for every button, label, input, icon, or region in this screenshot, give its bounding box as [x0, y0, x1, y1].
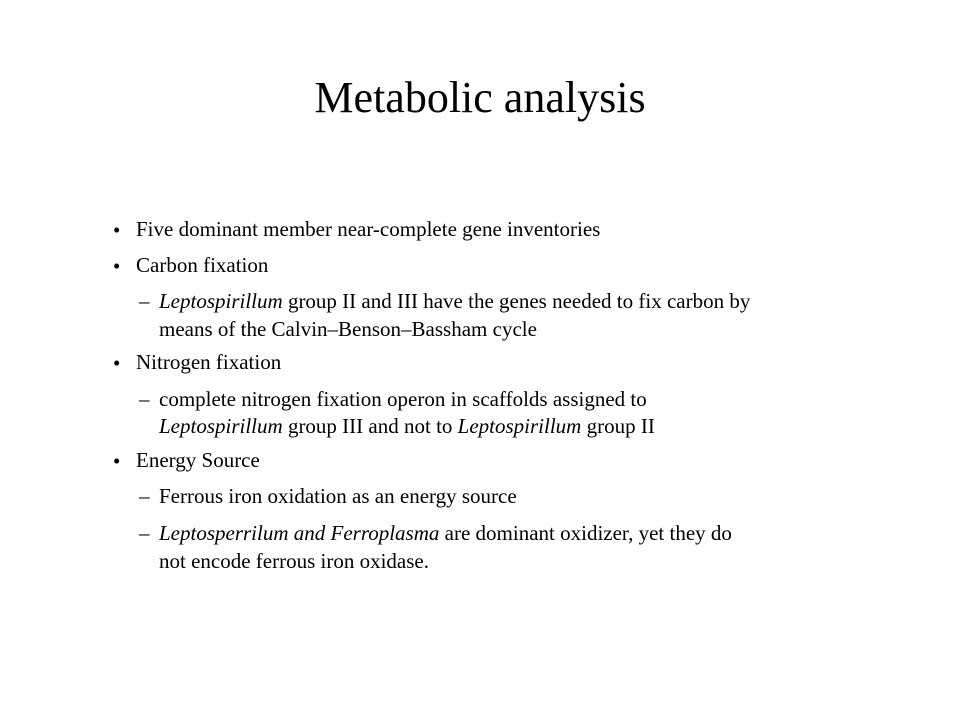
sub-bullet-dash: – — [139, 289, 150, 313]
bullet-text-nitrogen-fixation: Nitrogen fixation — [136, 350, 282, 374]
bullet-marker: • — [113, 449, 121, 473]
organism-name: Leptospirillum — [159, 289, 283, 313]
bullet-marker: • — [113, 351, 121, 375]
slide-title: Metabolic analysis — [314, 73, 646, 122]
bullet-marker: • — [113, 218, 121, 242]
sub-bullet-nitrogen-line1: complete nitrogen fixation operon in scaffolds assigned to — [159, 387, 647, 411]
organism-name: Leptospirillum — [159, 414, 283, 438]
sub-bullet-text: are dominant oxidizer, yet they do — [439, 521, 732, 545]
sub-bullet-text: group II — [581, 414, 655, 438]
sub-bullet-oxidizer-line2: not encode ferrous iron oxidase. — [159, 549, 429, 573]
sub-bullet-ferrous-oxidation: Ferrous iron oxidation as an energy source — [159, 484, 517, 508]
sub-bullet-dash: – — [139, 387, 150, 411]
bullet-text-energy-source: Energy Source — [136, 448, 260, 472]
sub-bullet-carbon-line2: means of the Calvin–Benson–Bassham cycle — [159, 317, 537, 341]
bullet-marker: • — [113, 254, 121, 278]
sub-bullet-text: group III and not to — [282, 414, 458, 438]
organism-names: Leptosperrilum and Ferroplasma — [159, 521, 440, 545]
sub-bullet-nitrogen-line2 — [159, 413, 655, 439]
sub-bullet-text: group II and III have the genes needed to fix carbon by — [282, 289, 751, 313]
sub-bullet-carbon-line1 — [159, 288, 750, 314]
bullet-text-carbon-fixation: Carbon fixation — [136, 253, 269, 277]
sub-bullet-dash: – — [139, 521, 150, 545]
bullet-text-gene-inventories: Five dominant member near-complete gene inventories — [136, 217, 601, 241]
sub-bullet-dash: – — [139, 484, 150, 508]
sub-bullet-oxidizer-line1 — [159, 520, 732, 546]
organism-name: Leptospirillum — [457, 414, 582, 438]
